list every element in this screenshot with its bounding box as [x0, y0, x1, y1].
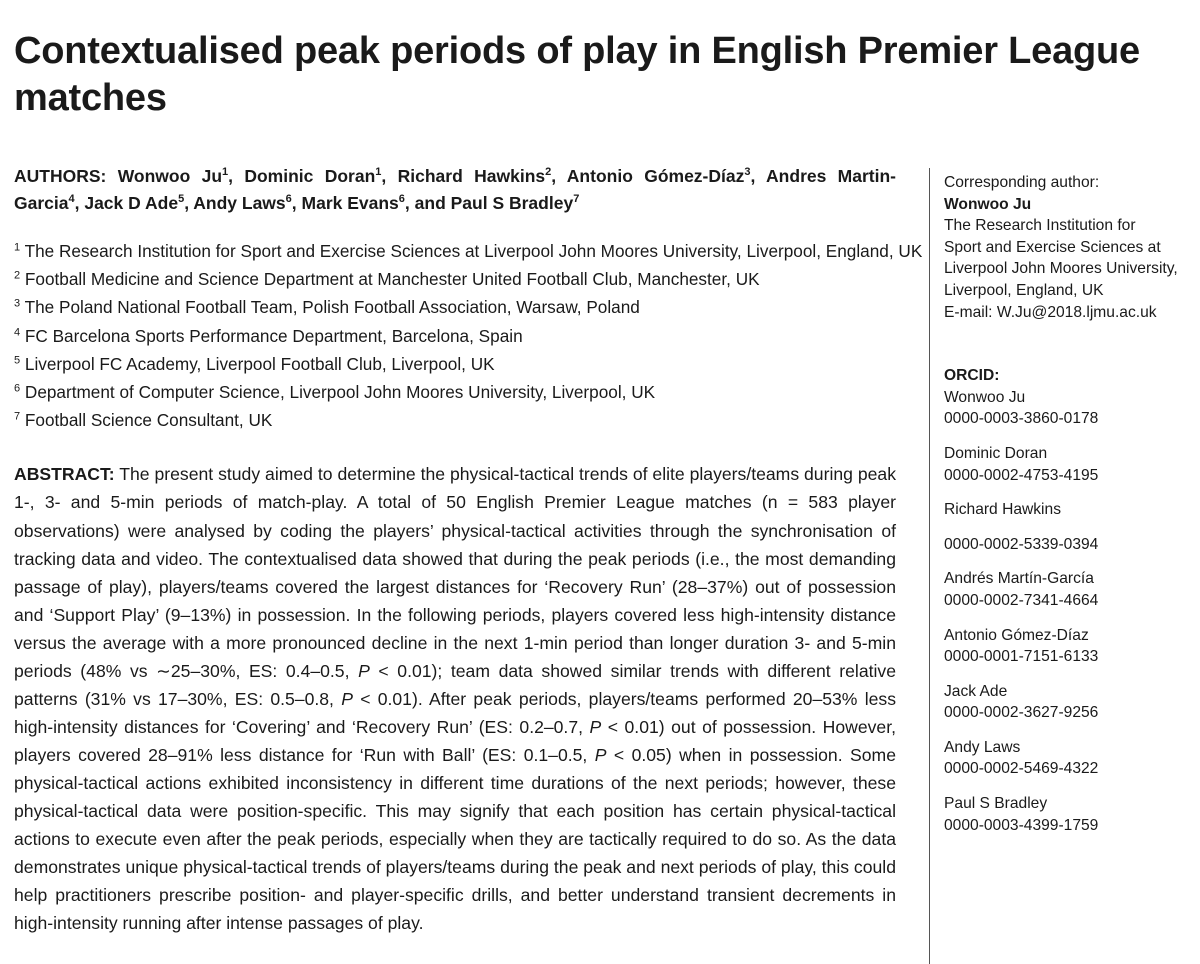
orcid-entry — [944, 568, 1194, 611]
affiliation-text: Football Medicine and Science Department at Manchester United Football Club, Manchester, UK — [20, 269, 760, 290]
abstract-label: ABSTRACT: — [14, 464, 115, 485]
affiliation-number: 1 — [14, 241, 21, 254]
orcid-name: Andy Laws — [944, 738, 1021, 756]
orcid-name: Wonwoo Ju — [944, 388, 1026, 406]
author-name: Andy Laws — [193, 193, 286, 213]
author-affiliation-number: 7 — [573, 193, 580, 206]
orcid-id: 0000-0002-5339-0394 — [944, 535, 1099, 553]
corresponding-line: The Research Institution for — [944, 217, 1136, 235]
affiliations-list — [14, 237, 923, 434]
affiliation-number: 4 — [14, 325, 21, 338]
affiliation-text: The Research Institution for Sport and Exercise Sciences at Liverpool John Moores University, Liverpool, England, UK — [20, 241, 923, 261]
orcid-name: Antonio Gómez-Díaz — [944, 626, 1089, 644]
author-affiliation-number: 1 — [375, 166, 382, 179]
author-name: Paul S Bradley — [450, 193, 574, 213]
affiliation-number: 2 — [14, 269, 21, 282]
orcid-entry — [944, 681, 1194, 724]
sidebar — [944, 172, 1194, 849]
orcid-id: 0000-0002-7341-4664 — [944, 591, 1099, 609]
orcid-id: 0000-0002-5469-4322 — [944, 760, 1099, 778]
orcid-id: 0000-0002-4753-4195 — [944, 466, 1099, 484]
author-name: Dominic Doran — [244, 166, 376, 186]
orcid-name: Jack Ade — [944, 682, 1008, 700]
affiliation-item — [14, 265, 896, 293]
orcid-id: 0000-0003-4399-1759 — [944, 816, 1099, 834]
orcid-name: Andrés Martín-García — [944, 570, 1094, 588]
affiliation-text: Department of Computer Science, Liverpool John Moores University, Liverpool, UK — [20, 382, 656, 403]
corresponding-line: Liverpool John Moores University, — [944, 260, 1178, 278]
orcid-list — [944, 387, 1194, 837]
affiliation-item — [14, 406, 896, 434]
author-name: Jack D Ade — [84, 193, 179, 213]
affiliation-item — [14, 378, 896, 406]
abstract-text: The present study aimed to determine the physical-tactical trends of elite players/teams during peak 1-, 3- and 5-min periods of match-play. A total of 50 English Premier League matches (n = 583 player observations) were analysed by coding the players’ physical-tactical activities through the synchronisation of tracking data and video. The contextualised data showed that during the peak periods (i.e., the most demanding passage of play), players/teams covered the largest distances for ‘Recovery Run’ (28–37%) out of possession and ‘Support Play’ (9–13%) in possession. In the following periods, players covered less high-intensity distance versus the average with a more pronounced decline in the next 1-min period than longer duration 3- and 5-min periods (48% vs ∼25–30%, ES: 0.4–0.5, P < 0.01); team data showed similar trends with different relative patterns (31% vs 17–30%, ES: 0.5–0.8, P < 0.01). After peak periods, players/teams performed 20–53% less high-intensity distances for ‘Covering’ and ‘Recovery Run’ (ES: 0.2–0.7, P < 0.01) out of possession. However, players covered 28–91% less distance for ‘Run with Ball’ (ES: 0.1–0.5, P < 0.05) when in possession. Some physical-tactical actions exhibited inconsistency in different time durations of the next periods; however, these physical-tactical data were position-specific. This may signify that each position has certain physical-tactical actions to execute even after the peak periods, especially when they are tactically required to do so. As the data demonstrates unique physical-tactical trends of players/teams during the peak and next periods of play, this could help practitioners prescribe position- and player-specific drills, and better understand transient decrements in high-intensity running after intense passages of play. — [14, 464, 896, 934]
author-name: Mark Evans — [301, 193, 399, 213]
author-affiliation-number: 6 — [285, 193, 292, 206]
affiliation-number: 5 — [14, 354, 21, 367]
orcid-name: Paul S Bradley — [944, 795, 1048, 813]
affiliation-text: Liverpool FC Academy, Liverpool Football Club, Liverpool, UK — [20, 353, 495, 374]
corresponding-email: E-mail: W.Ju@2018.ljmu.ac.uk — [944, 303, 1157, 321]
author-name: Wonwoo Ju — [117, 166, 223, 186]
orcid-entry — [944, 737, 1194, 780]
author-affiliation-number: 4 — [68, 193, 75, 206]
orcid-name: Dominic Doran — [944, 444, 1048, 462]
abstract — [14, 460, 896, 937]
author-affiliation-number: 2 — [545, 166, 552, 179]
orcid-id: 0000-0002-3627-9256 — [944, 704, 1099, 722]
orcid-name: Richard Hawkins — [944, 501, 1061, 519]
affiliation-text: FC Barcelona Sports Performance Department, Barcelona, Spain — [20, 325, 523, 346]
orcid-entry — [944, 499, 1194, 555]
orcid-entry — [944, 443, 1194, 486]
orcid-entry — [944, 387, 1194, 430]
corresponding-line: Sport and Exercise Sciences at — [944, 238, 1161, 256]
corresponding-name: Wonwoo Ju — [944, 195, 1032, 213]
paper-title: Contextualised peak periods of play in English Premier League matches — [14, 30, 1140, 119]
author-affiliation-number: 3 — [744, 166, 751, 179]
author-affiliation-number: 1 — [222, 166, 229, 179]
authors-label: AUTHORS: — [14, 166, 107, 186]
main-column — [14, 163, 923, 955]
orcid-id: 0000-0003-3860-0178 — [944, 410, 1099, 428]
authors-list: Wonwoo Ju$^1$, Dominic Doran$^1$, Richard Hawkins$^2$, Antonio Gómez-Díaz$^3$, Andres Martin-Garcia$^4$, Jack D Ade$^5$, Andy Laws$^6$, Mark Evans$^6$, and Paul S Bradley$^7$ — [14, 166, 896, 213]
author-name: Antonio Gómez-Díaz — [566, 166, 745, 186]
affiliation-item — [14, 293, 896, 321]
orcid-entry — [944, 793, 1194, 836]
column-divider — [929, 168, 930, 964]
corresponding-line: Liverpool, England, UK — [944, 281, 1104, 299]
author-affiliation-number: 6 — [398, 193, 405, 206]
authors-block — [14, 163, 896, 217]
author-name: Richard Hawkins — [397, 166, 546, 186]
corresponding-label: Corresponding author: — [944, 174, 1100, 191]
affiliation-number: 7 — [14, 410, 21, 423]
affiliation-item — [14, 322, 896, 350]
affiliation-number: 6 — [14, 382, 21, 395]
affiliation-text: Football Science Consultant, UK — [20, 410, 273, 431]
corresponding-author-block — [944, 172, 1194, 323]
author-affiliation-number: 5 — [178, 193, 185, 206]
orcid-id: 0000-0001-7151-6133 — [944, 648, 1099, 666]
affiliation-text: The Poland National Football Team, Polish Football Association, Warsaw, Poland — [20, 297, 640, 318]
author-name: Andres Martin-Garcia — [14, 166, 896, 213]
affiliation-item — [14, 237, 923, 265]
affiliation-number: 3 — [14, 297, 21, 310]
affiliation-item — [14, 350, 896, 378]
orcid-entry — [944, 625, 1194, 668]
orcid-heading: ORCID: — [944, 367, 1000, 385]
